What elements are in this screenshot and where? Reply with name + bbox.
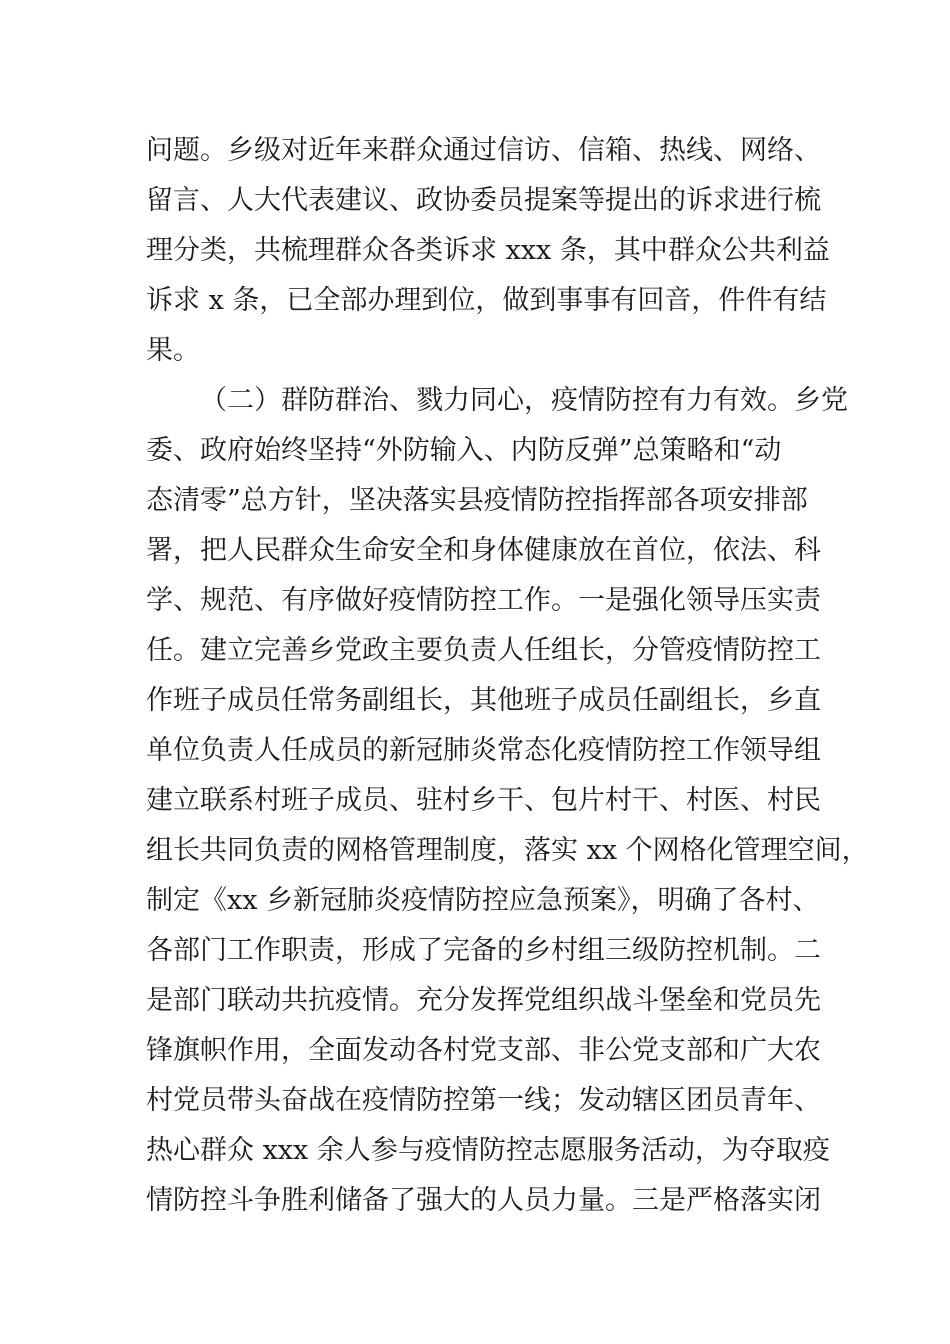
text-line: 作班子成员任常务副组长，其他班子成员任副组长，乡直 (146, 685, 821, 716)
text-line: 制定《xx 乡新冠肺炎疫情防控应急预案》，明确了各村、 (146, 885, 820, 916)
text-line: 理分类，共梳理群众各类诉求 xxx 条，其中群众公共利益 (146, 235, 830, 266)
text-line: 情防控斗争胜利储备了强大的人员力量。三是严格落实闭 (146, 1185, 821, 1216)
text-line: 态清零”总方针，坚决落实县疫情防控指挥部各项安排部 (146, 485, 808, 516)
text-line: 任。建立完善乡党政主要负责人任组长，分管疫情防控工 (146, 635, 821, 666)
text-line: 热心群众 xxx 余人参与疫情防控志愿服务活动，为夺取疫 (146, 1135, 830, 1166)
text-line: 诉求 x 条，已全部办理到位，做到事事有回音，件件有结 (146, 285, 827, 316)
text-line: 建立联系村班子成员、驻村乡干、包片村干、村医、村民 (146, 785, 821, 816)
text-line: 村党员带头奋战在疫情防控第一线；发动辖区团员青年、 (146, 1085, 821, 1116)
text-line: 单位负责人任成员的新冠肺炎常态化疫情防控工作领导组 (146, 735, 821, 766)
text-line: 果。 (146, 335, 200, 366)
text-line: 各部门工作职责，形成了完备的乡村组三级防控机制。二 (146, 935, 821, 966)
text-line: 问题。乡级对近年来群众通过信访、信箱、热线、网络、 (146, 135, 821, 166)
text-line: 委、政府始终坚持“外防输入、内防反弹”总策略和“动 (146, 435, 782, 466)
text-line: 留言、人大代表建议、政协委员提案等提出的诉求进行梳 (146, 185, 821, 216)
text-line: 锋旗帜作用，全面发动各村党支部、非公党支部和广大农 (146, 1035, 821, 1066)
text-line: 署，把人民群众生命安全和身体健康放在首位，依法、科 (146, 535, 821, 566)
text-line: 学、规范、有序做好疫情防控工作。一是强化领导压实责 (146, 585, 821, 616)
text-line: 是部门联动共抗疫情。充分发挥党组织战斗堡垒和党员先 (146, 985, 821, 1016)
section-heading-line: （二）群防群治、戮力同心，疫情防控有力有效。乡党 (200, 385, 848, 416)
text-line: 组长共同负责的网格管理制度，落实 xx 个网格化管理空间， (146, 835, 869, 866)
